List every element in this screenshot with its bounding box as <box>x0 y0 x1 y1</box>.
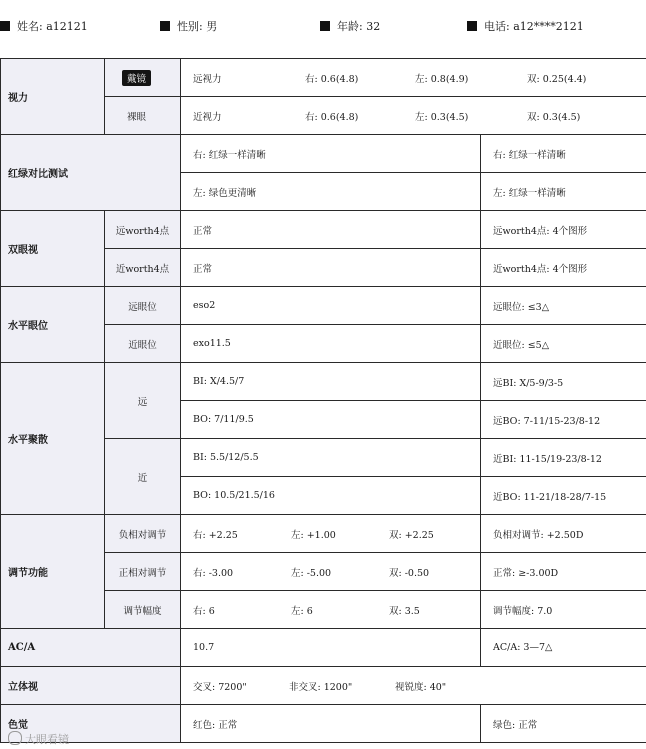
phoria-far-label: 远眼位 <box>105 287 181 325</box>
bullet-square-icon <box>0 21 10 31</box>
redgreen-right-value: 右: 红绿一样清晰 <box>181 135 481 173</box>
redgreen-right-ref: 右: 红绿一样清晰 <box>481 135 646 173</box>
vergence-far-bo: BO: 7/11/9.5 <box>181 401 481 439</box>
patient-name: 姓名: a12121 <box>0 20 88 34</box>
patient-age: 年龄: 32 <box>320 20 380 34</box>
phoria-near-ref: 近眼位: ≤5△ <box>481 325 646 363</box>
patient-header <box>0 0 646 58</box>
bullet-square-icon <box>467 21 477 31</box>
accommodation-label: 调节功能 <box>1 515 105 629</box>
vergence-label: 水平聚散 <box>1 363 105 515</box>
nra-ref: 负相对调节: +2.50D <box>481 515 646 553</box>
worth-near-label: 近worth4点 <box>105 249 181 287</box>
pra-ref: 正常: ≥-3.00D <box>481 553 646 591</box>
watermark-logo-icon <box>8 731 22 745</box>
vergence-far-bi: BI: X/4.5/7 <box>181 363 481 401</box>
worth-far-ref: 远worth4点: 4个图形 <box>481 211 646 249</box>
patient-phone: 电话: a12****2121 <box>467 20 584 34</box>
nra-values: 右: +2.25 左: +1.00 双: +2.25 <box>181 515 481 553</box>
aca-label: AC/A <box>1 629 181 667</box>
vergence-far-bo-ref: 远BO: 7-11/15-23/8-12 <box>481 401 646 439</box>
aca-value: 10.7 <box>181 629 481 667</box>
phoria-far-value: eso2 <box>181 287 481 325</box>
stereo-values: 交叉: 7200" 非交叉: 1200" 视锐度: 40" <box>181 667 646 705</box>
phoria-far-ref: 远眼位: ≤3△ <box>481 287 646 325</box>
worth-near-value: 正常 <box>181 249 481 287</box>
patient-gender: 性别: 男 <box>160 20 217 34</box>
binocular-far-row <box>1 211 646 249</box>
worth-far-value: 正常 <box>181 211 481 249</box>
pra-label: 正相对调节 <box>105 553 181 591</box>
aca-ref: AC/A: 3—7△ <box>481 629 646 667</box>
vergence-near-bi: BI: 5.5/12/5.5 <box>181 439 481 477</box>
color-label: 色觉 <box>1 705 181 743</box>
nra-label: 负相对调节 <box>105 515 181 553</box>
vision-label: 视力 <box>1 59 105 135</box>
redgreen-row-1 <box>1 135 646 173</box>
bare-eye-label: 裸眼 <box>105 97 181 135</box>
stereo-label: 立体视 <box>1 667 181 705</box>
redgreen-left-value: 左: 绿色更清晰 <box>181 173 481 211</box>
redgreen-left-ref: 左: 红绿一样清晰 <box>481 173 646 211</box>
vergence-near-bo: BO: 10.5/21.5/16 <box>181 477 481 515</box>
phoria-near-value: exo11.5 <box>181 325 481 363</box>
binocular-label: 双眼视 <box>1 211 105 287</box>
glasses-tag-cell <box>105 59 181 97</box>
glasses-tag: 戴镜 <box>122 70 151 86</box>
color-red: 红色: 正常 <box>181 705 481 743</box>
pra-values: 右: -3.00 左: -5.00 双: -0.50 <box>181 553 481 591</box>
watermark: 大眼看镜 <box>8 731 69 747</box>
vergence-near-label: 近 <box>105 439 181 515</box>
phoria-far-row <box>1 287 646 325</box>
amp-values: 右: 6 左: 6 双: 3.5 <box>181 591 481 629</box>
aca-row <box>1 629 646 667</box>
worth-far-label: 远worth4点 <box>105 211 181 249</box>
amp-ref: 调节幅度: 7.0 <box>481 591 646 629</box>
vergence-far-label: 远 <box>105 363 181 439</box>
stereo-row <box>1 667 646 705</box>
phoria-near-label: 近眼位 <box>105 325 181 363</box>
color-row <box>1 705 646 743</box>
vergence-near-bo-ref: 近BO: 11-21/18-28/7-15 <box>481 477 646 515</box>
amp-label: 调节幅度 <box>105 591 181 629</box>
vision-far-row <box>1 59 646 97</box>
exam-table <box>0 58 646 743</box>
near-vision-values: 近视力 右: 0.6(4.8) 左: 0.3(4.5) 双: 0.3(4.5) <box>181 97 646 135</box>
redgreen-label: 红绿对比测试 <box>1 135 181 211</box>
phoria-label: 水平眼位 <box>1 287 105 363</box>
worth-near-ref: 近worth4点: 4个图形 <box>481 249 646 287</box>
bullet-square-icon <box>160 21 170 31</box>
bullet-square-icon <box>320 21 330 31</box>
vergence-far-bi-ref: 远BI: X/5-9/3-5 <box>481 363 646 401</box>
nra-row <box>1 515 646 553</box>
color-green: 绿色: 正常 <box>481 705 646 743</box>
vergence-far-bi-row <box>1 363 646 401</box>
vergence-near-bi-ref: 近BI: 11-15/19-23/8-12 <box>481 439 646 477</box>
far-vision-values: 远视力 右: 0.6(4.8) 左: 0.8(4.9) 双: 0.25(4.4) <box>181 59 646 97</box>
